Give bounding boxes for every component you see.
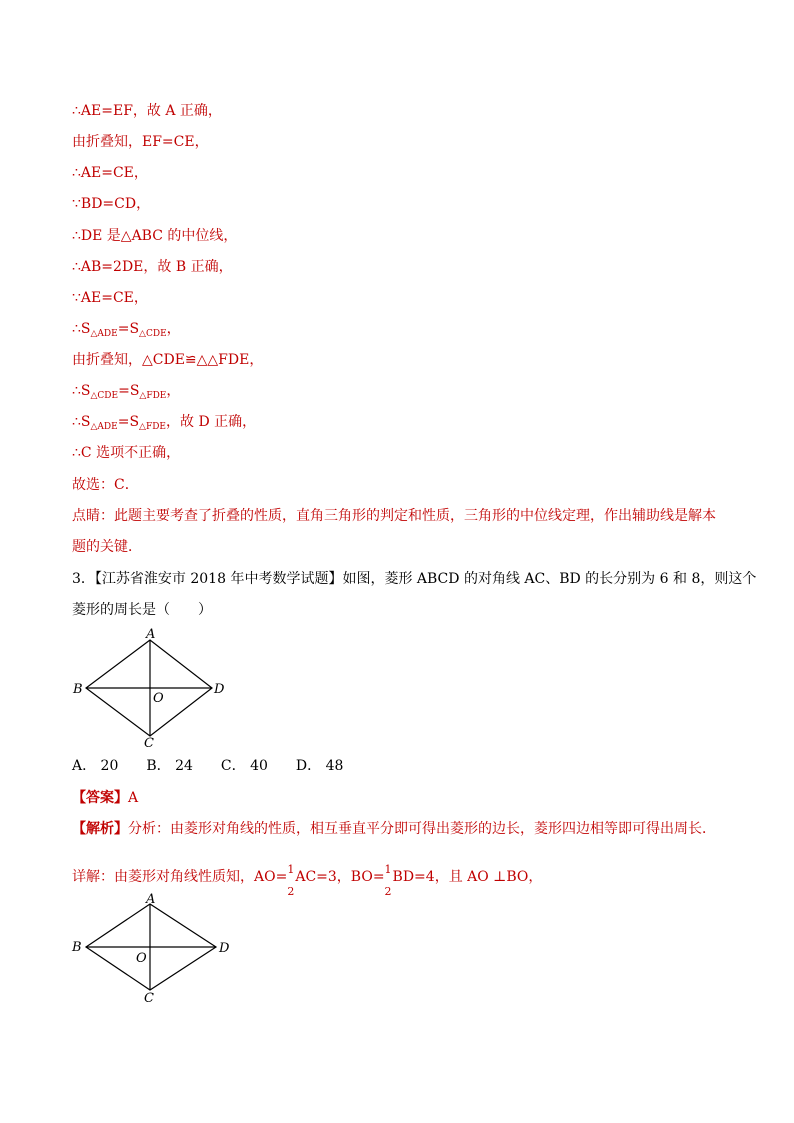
final-choice: 故选：C． — [72, 477, 139, 493]
fold-congruence-line: 由折叠知，△CDE≌△△FDE， — [72, 352, 264, 368]
vertex-label-c: C — [144, 736, 154, 750]
detail-line: 详解：由菱形对角线性质知，AO= 1 2 AC=3，BO= 1 2 BD=4，且 AO ⊥BO， — [72, 863, 543, 898]
area-equation-1: $\therefore S_{\triangle ADE}=S_{\triangle CDE}$， — [72, 321, 181, 339]
question-text: 如图，菱形 ABCD 的对角线 AC、BD 的长分别为 6 和 8，则这个 — [342, 571, 757, 587]
comment-line-1: 点睛：此题主要考查了折叠的性质，直角三角形的判定和性质，三角形的中位线定理，作出辅助线是解本 — [72, 508, 716, 524]
rhombus-figure-solution — [70, 890, 240, 1006]
answer-options: A． 20 B． 24 C． 40 D． 48 — [72, 758, 344, 774]
solution-line-4: ∵BD=CD， — [72, 196, 151, 212]
rhombus-figure-question — [70, 626, 230, 750]
c-incorrect-line: ∴C 选项不正确， — [72, 445, 181, 461]
vertex-label-c: C — [144, 991, 154, 1006]
vertex-label-b: B — [73, 682, 83, 697]
solution-line-3: ∴AE=CE， — [72, 165, 148, 181]
solution-line-1: ∴AE=EF，故 A 正确， — [72, 103, 222, 119]
question-text-line-2: 菱形的周长是（ ） — [72, 602, 212, 618]
center-label-o: O — [136, 951, 147, 966]
center-label-o: O — [153, 691, 164, 706]
vertex-label-d: D — [214, 682, 225, 697]
vertex-label-b: B — [72, 940, 82, 955]
answer-line — [72, 789, 138, 807]
analysis-text: 分析：由菱形对角线的性质，相互垂直平分即可得出菱形的边长，菱形四边相等即可得出周长． — [128, 821, 716, 837]
solution-line-2: 由折叠知，EF=CE， — [72, 134, 209, 150]
vertex-label-d: D — [219, 941, 230, 956]
analysis-tag: 【解析】 — [72, 821, 128, 837]
question-source: 【江苏省淮安市 2018 年中考数学试题】 — [94, 571, 343, 587]
analysis-line — [72, 820, 716, 838]
question-header — [72, 570, 756, 588]
answer-tag: 【答案】 — [72, 790, 128, 806]
answer-value: A — [128, 790, 139, 806]
area-equation-3: $\therefore S_{\triangle ADE}=S_{\triangle FDE}$，故 D 正确， — [72, 414, 257, 432]
solution-line-7: ∵AE=CE， — [72, 290, 148, 306]
area-equation-2: $\therefore S_{\triangle CDE}=S_{\triangle FDE}$， — [72, 383, 181, 401]
vertex-label-a: A — [146, 892, 156, 907]
vertex-label-a: A — [146, 627, 156, 642]
solution-line-5: ∴DE 是△ABC 的中位线， — [72, 228, 238, 244]
question-number: 3． — [72, 571, 95, 587]
solution-line-6: ∴AB=2DE，故 B 正确， — [72, 259, 233, 275]
comment-line-2: 题的关键． — [72, 539, 142, 555]
